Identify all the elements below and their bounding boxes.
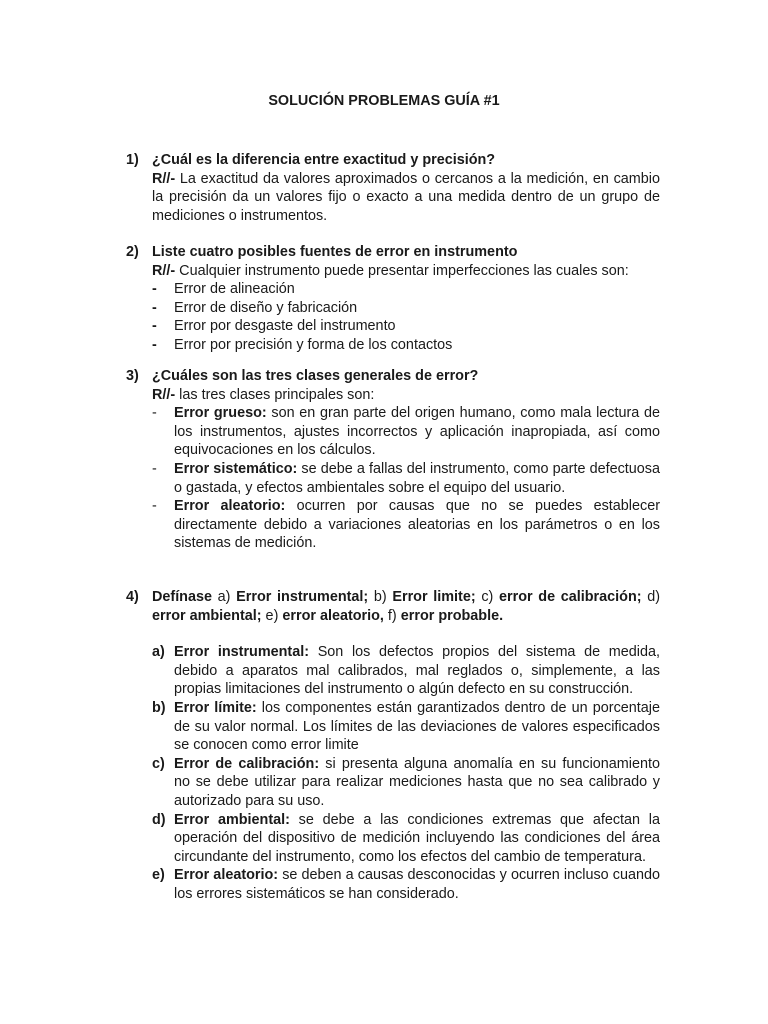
question-text: Liste cuatro posibles fuentes de error en instrumento: [152, 244, 518, 260]
list-item: - Error sistemático: se debe a fallas del instrumento, como parte defectuosa o gastada, y efectos ambientales sobre el equipo del usuario.: [152, 460, 660, 496]
answer-body: La exactitud da valores aproximados o cercanos a la medición, en cambio la precisión da un valores fijo o exacto a una medida dentro de un grupo de mediciones o instrumentos.: [152, 170, 660, 224]
answer-body: Cualquier instrumento puede presentar imperfecciones las cuales son:: [175, 262, 629, 279]
question-number: 2): [126, 244, 139, 260]
list-item: - Error por precisión y forma de los contactos: [152, 336, 453, 353]
question-number: 1): [126, 152, 139, 168]
question-number: 3): [126, 368, 139, 384]
list-item: - Error por desgaste del instrumento: [152, 318, 396, 335]
list-item: - Error de diseño y fabricación: [152, 299, 358, 316]
list-item: e) Error aleatorio: se deben a causas desconocidas y ocurren incluso cuando los errores sistemáticos se han considerado.: [152, 867, 661, 902]
question-text: ¿Cuáles son las tres clases generales de error?: [152, 368, 479, 384]
answer-marker: R//-: [152, 170, 176, 187]
list-item: - Error grueso: son en gran parte del origen humano, como mala lectura de los instrumentos, ajustes incorrectos y aplicación inapropiada, así como equivocaciones en los cálculos.: [152, 405, 660, 459]
list-item: b) Error límite: los componentes están garantizados dentro de un porcentaje de su valor normal. Los límites de las deviaciones de valores especificados se conocen como error limite: [152, 699, 660, 754]
list-item: - Error aleatorio: ocurren por causas que no se puedes establecer directamente debido a variaciones aleatorias en los parámetros o en los sistemas de medición.: [152, 498, 660, 552]
answer-marker: R//-: [152, 262, 176, 279]
question-text: Defínase a) Error instrumental; b) Error limite; c) error de calibración; d) error ambiental; e) error aleatorio, f) error probable.: [152, 589, 661, 624]
answer-text: [152, 170, 660, 226]
list-item: d) Error ambiental: se debe a las condiciones extremas que afectan la operación del dispositivo de medición incluyendo las condiciones del área circundante del instrumento, como los efectos del cambio de temperatura.: [152, 811, 660, 865]
question-4: [0, 588, 768, 904]
question-2: [0, 243, 768, 355]
answer-body: las tres clases principales son:: [175, 386, 375, 403]
question-text: ¿Cuál es la diferencia entre exactitud y precisión?: [152, 152, 496, 168]
answer-text: [152, 386, 660, 405]
list-item: c) Error de calibración: si presenta alguna anomalía en su funcionamiento no se debe utilizar para realizar mediciones hasta que no sea calibrado y autorizado para su uso.: [152, 755, 660, 809]
answer-text: [152, 262, 660, 281]
question-number: 4): [126, 589, 139, 605]
list-item: - Error de alineación: [152, 281, 295, 298]
page-title: SOLUCIÓN PROBLEMAS GUÍA #1: [268, 93, 500, 109]
list-item: a) Error instrumental: Son los defectos propios del sistema de medida, debido a aparatos mal calibrados, mal reglados o, simplemente, a las propias limitaciones del instrumento o algún defecto en su construcción.: [152, 644, 660, 698]
question-1: [0, 151, 768, 225]
question-3: [0, 367, 768, 553]
answer-marker: R//-: [152, 386, 176, 403]
